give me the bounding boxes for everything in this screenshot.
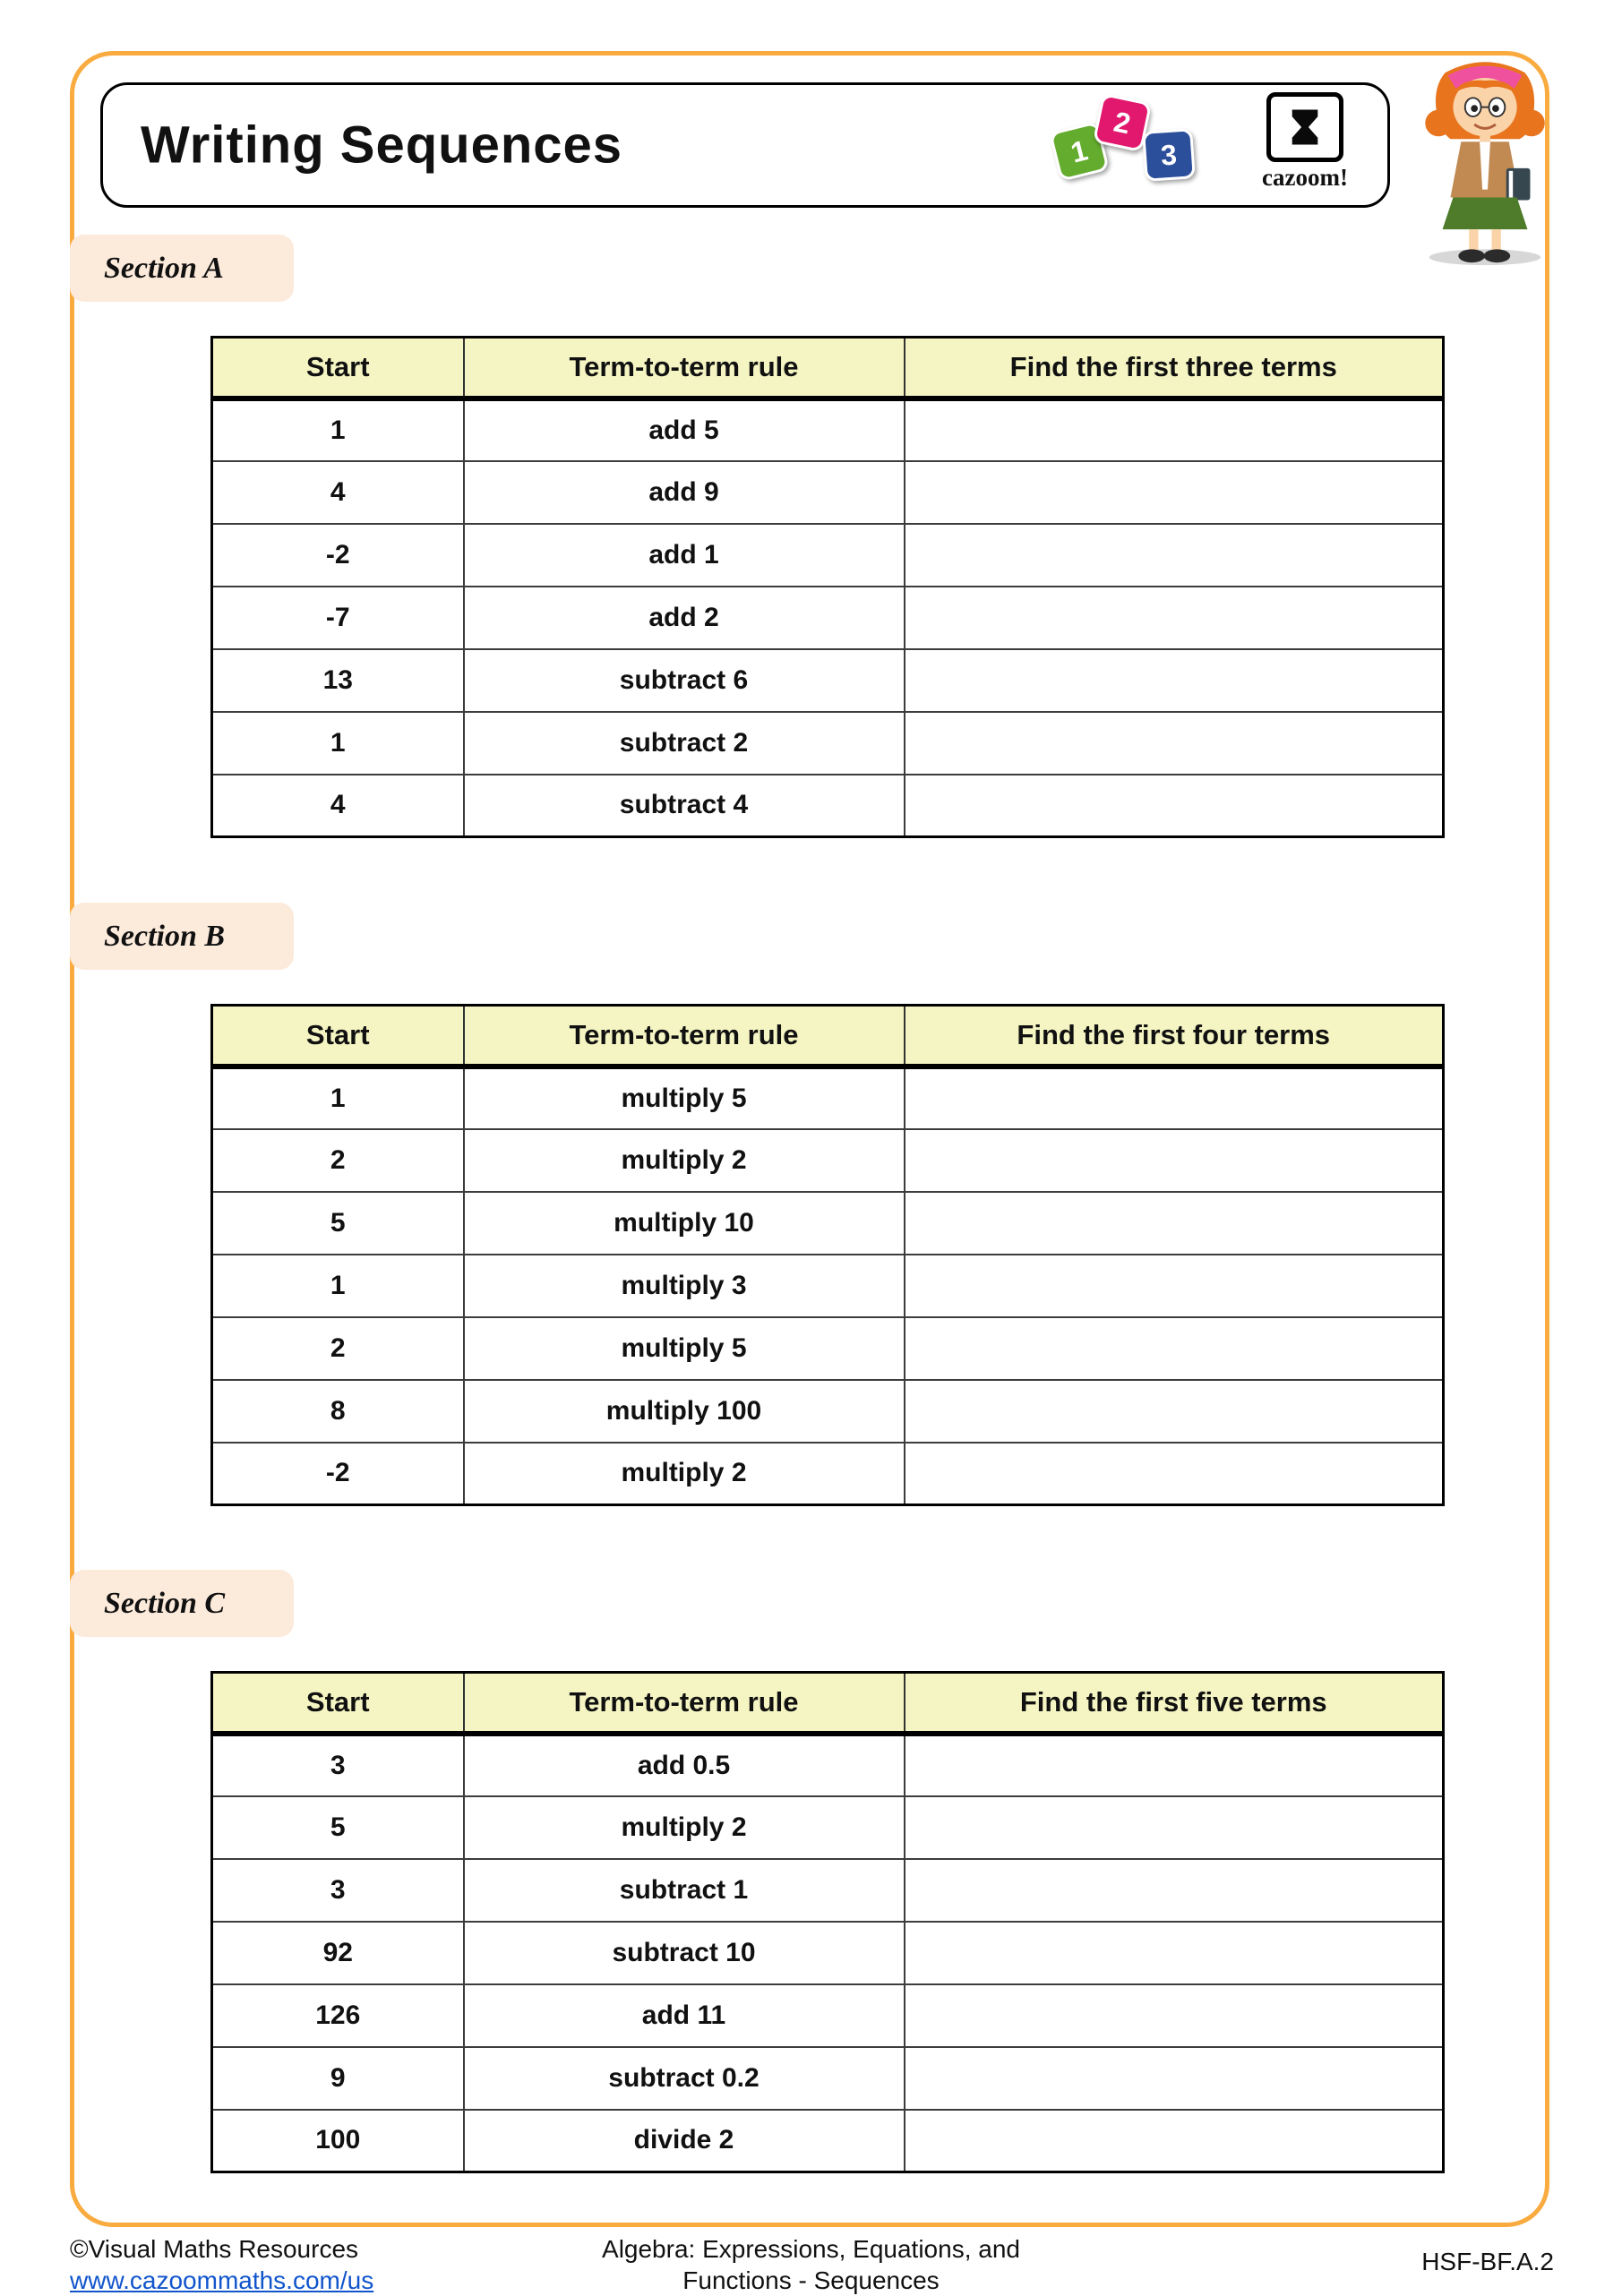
answer-cell [905, 1129, 1444, 1192]
topic-line-2: Functions - Sequences [682, 2266, 940, 2294]
start-cell: 13 [212, 649, 464, 712]
answer-cell [905, 1067, 1444, 1129]
table-row [212, 398, 1444, 461]
answer-cell [905, 1255, 1444, 1317]
start-cell: 126 [212, 1984, 464, 2047]
start-cell: 1 [212, 712, 464, 775]
rule-cell: add 0.5 [464, 1734, 905, 1796]
number-tile-3-icon: 3 [1142, 128, 1196, 182]
section-c-table [210, 1671, 1445, 2173]
table-row [212, 2110, 1444, 2172]
answer-cell [905, 1192, 1444, 1255]
table-row [212, 775, 1444, 837]
mascot-girl-image [1408, 54, 1567, 267]
column-header: Find the first four terms [905, 1006, 1444, 1067]
start-cell: -7 [212, 587, 464, 649]
table-row [212, 1380, 1444, 1443]
copyright-text: ©Visual Maths Resources [70, 2235, 359, 2263]
column-header: Term-to-term rule [464, 1673, 905, 1734]
cazoom-logo-icon [1266, 92, 1343, 162]
number-tile-2-icon: 2 [1093, 93, 1152, 152]
table-row [212, 2047, 1444, 2110]
table-row [212, 1129, 1444, 1192]
cazoom-logo [1251, 92, 1359, 192]
section-label-text: Section C [104, 1586, 226, 1620]
table-row [212, 1067, 1444, 1129]
start-cell: 4 [212, 775, 464, 837]
table-row [212, 524, 1444, 587]
table-row [212, 1255, 1444, 1317]
start-cell: 9 [212, 2047, 464, 2110]
start-cell: 2 [212, 1129, 464, 1192]
column-header: Term-to-term rule [464, 1006, 905, 1067]
start-cell: 100 [212, 2110, 464, 2172]
table-row [212, 587, 1444, 649]
answer-cell [905, 524, 1444, 587]
rule-cell: add 5 [464, 398, 905, 461]
rule-cell: add 2 [464, 587, 905, 649]
start-cell: 5 [212, 1192, 464, 1255]
standard-code: HSF-BF.A.2 [1421, 2248, 1554, 2275]
rule-cell: divide 2 [464, 2110, 905, 2172]
answer-cell [905, 1380, 1444, 1443]
rule-cell: multiply 2 [464, 1443, 905, 1505]
answer-cell [905, 649, 1444, 712]
start-cell: 92 [212, 1922, 464, 1984]
start-cell: 3 [212, 1859, 464, 1922]
table-row [212, 1443, 1444, 1505]
answer-cell [905, 2110, 1444, 2172]
answer-cell [905, 712, 1444, 775]
header-row [212, 1006, 1444, 1067]
answer-cell [905, 1859, 1444, 1922]
number-tile-1-icon: 1 [1049, 121, 1110, 182]
table-row [212, 1192, 1444, 1255]
rule-cell: multiply 100 [464, 1380, 905, 1443]
cazoom-wordmark: cazoom! [1262, 164, 1348, 191]
answer-cell [905, 461, 1444, 524]
table-row [212, 1859, 1444, 1922]
answer-cell [905, 2047, 1444, 2110]
numbers-123-icon [1054, 98, 1202, 192]
rule-cell: add 9 [464, 461, 905, 524]
rule-cell: subtract 10 [464, 1922, 905, 1984]
start-cell: 8 [212, 1380, 464, 1443]
start-cell: 4 [212, 461, 464, 524]
answer-cell [905, 1796, 1444, 1859]
answer-cell [905, 587, 1444, 649]
answer-cell [905, 775, 1444, 837]
answer-cell [905, 1984, 1444, 2047]
start-cell: 1 [212, 1067, 464, 1129]
table-row [212, 712, 1444, 775]
topic-line-1: Algebra: Expressions, Equations, and [602, 2235, 1020, 2263]
table-row [212, 1922, 1444, 1984]
rule-cell: subtract 0.2 [464, 2047, 905, 2110]
answer-cell [905, 1922, 1444, 1984]
column-header: Find the first three terms [905, 338, 1444, 398]
page-footer [0, 2232, 1622, 2292]
header-row [212, 1673, 1444, 1734]
start-cell: -2 [212, 524, 464, 587]
start-cell: 1 [212, 398, 464, 461]
section-label-text: Section A [104, 251, 224, 285]
cazoom-url-link[interactable]: www.cazoommaths.com/us [70, 2266, 374, 2294]
section-b-label [70, 903, 294, 970]
table-row [212, 1317, 1444, 1380]
rule-cell: multiply 10 [464, 1192, 905, 1255]
start-cell: 3 [212, 1734, 464, 1796]
section-a-label [70, 235, 294, 302]
column-header: Start [212, 338, 464, 398]
page-title: Writing Sequences [141, 116, 623, 175]
column-header: Find the first five terms [905, 1673, 1444, 1734]
section-b-table [210, 1004, 1445, 1506]
rule-cell: multiply 5 [464, 1317, 905, 1380]
table-row [212, 1734, 1444, 1796]
section-label-text: Section B [104, 919, 226, 953]
rule-cell: add 11 [464, 1984, 905, 2047]
start-cell: -2 [212, 1443, 464, 1505]
section-c-label [70, 1570, 294, 1637]
footer-topic [0, 2233, 1622, 2296]
rule-cell: subtract 4 [464, 775, 905, 837]
table-row [212, 1796, 1444, 1859]
start-cell: 1 [212, 1255, 464, 1317]
answer-cell [905, 1443, 1444, 1505]
column-header: Start [212, 1006, 464, 1067]
rule-cell: add 1 [464, 524, 905, 587]
rule-cell: subtract 6 [464, 649, 905, 712]
table-row [212, 1984, 1444, 2047]
answer-cell [905, 1317, 1444, 1380]
rule-cell: multiply 5 [464, 1067, 905, 1129]
answer-cell [905, 1734, 1444, 1796]
rule-cell: multiply 2 [464, 1129, 905, 1192]
table-row [212, 649, 1444, 712]
section-a-table [210, 336, 1445, 838]
rule-cell: multiply 2 [464, 1796, 905, 1859]
rule-cell: subtract 1 [464, 1859, 905, 1922]
header-row [212, 338, 1444, 398]
start-cell: 2 [212, 1317, 464, 1380]
rule-cell: subtract 2 [464, 712, 905, 775]
answer-cell [905, 398, 1444, 461]
start-cell: 5 [212, 1796, 464, 1859]
table-row [212, 461, 1444, 524]
rule-cell: multiply 3 [464, 1255, 905, 1317]
title-bar [100, 82, 1390, 208]
column-header: Term-to-term rule [464, 338, 905, 398]
column-header: Start [212, 1673, 464, 1734]
